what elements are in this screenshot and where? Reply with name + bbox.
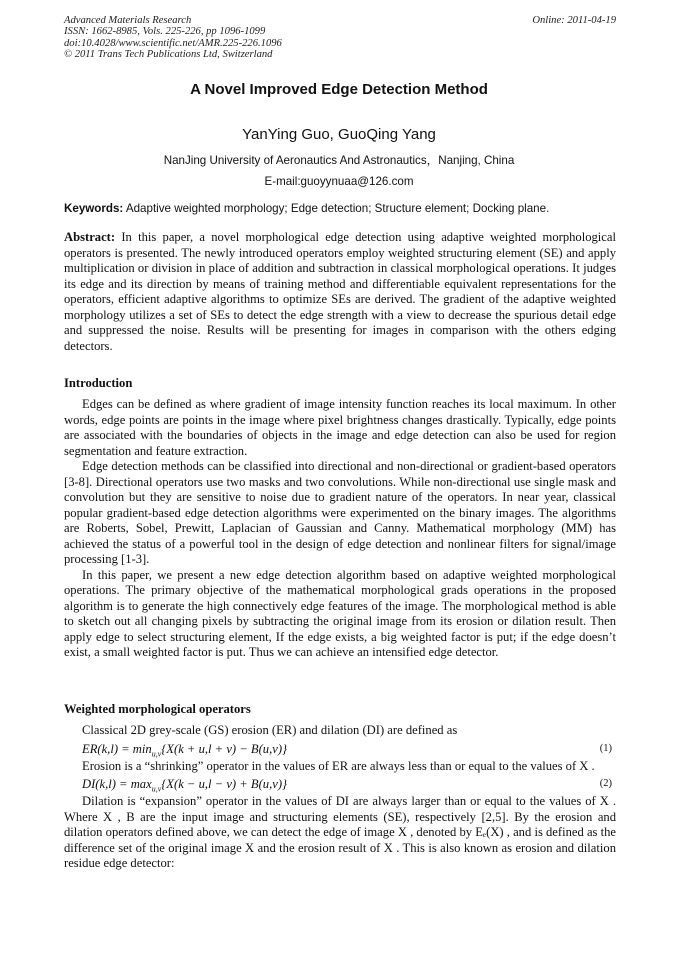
abstract-text: In this paper, a novel morphological edge detection using adaptive weighted morphological operators is presented. The newly introduced operators employ weighted structuring element (SE) and apply multiplication or division in place of addition and subtraction in classical morphological operations. It judges its edge and its direction by means of training method and differentiable equivalent representations for the operators, efficient adaptive algorithms to optimize SEs are derived. The gradient of the adaptive weighted morphology utilizes a set of SEs to detect the edge strength with a view to decrease the spurious detail edge and suppressed the noise. Results will be presenting for images in comparison with the others edging detectors. bbox=[64, 230, 616, 353]
paper-authors: YanYing Guo, GuoQing Yang bbox=[242, 126, 436, 143]
affiliation: NanJing University of Aeronautics And Astronautics，Nanjing, China bbox=[163, 154, 515, 167]
equation-1-sub: u,v bbox=[151, 749, 162, 759]
copyright-line: © 2011 Trans Tech Publications Ltd, Switzerland bbox=[64, 49, 273, 61]
issn-line: ISSN: 1662-8985, Vols. 225-226, pp 1096-1099 bbox=[64, 26, 266, 38]
keywords-text: Adaptive weighted morphology; Edge detection; Structure element; Docking plane. bbox=[123, 202, 550, 215]
equation-2-rhs: {X(k − u,l − v) + B(u,v)} bbox=[161, 777, 288, 791]
equation-2-sub: u,v bbox=[151, 784, 162, 794]
equation-2-lhs: DI(k,l) = max bbox=[82, 777, 152, 791]
introduction-heading: Introduction bbox=[64, 376, 133, 390]
author-email: E-mail:guoyynuaa@126.com bbox=[264, 175, 414, 188]
abstract-label: Abstract: bbox=[64, 230, 116, 244]
journal-name: Advanced Materials Research bbox=[64, 15, 192, 26]
paper-title: A Novel Improved Edge Detection Method bbox=[190, 81, 488, 98]
weighted-paragraph: Dilation is “expansion” operator in the values of DI are always larger than or equal to the values of X . Where X , B are the input image and structuring elements (SE), respectively [2,5]. By the erosion and dilation operators defined above, we can detect the edge of image X , denoted by Eₑ(X) , and is defined as the difference set of the original image X and the erosion result of X . This is also known as erosion and dilation residue edge detector: bbox=[64, 794, 616, 870]
journal-header bbox=[64, 15, 616, 61]
doi-line: doi:10.4028/www.scientific.net/AMR.225-226.1096 bbox=[64, 37, 282, 49]
weighted-paragraph: Erosion is a “shrinking” operator in the values of ER are always less than or equal to the values of X . bbox=[82, 758, 595, 773]
equation-1-lhs: ER(k,l) = min bbox=[82, 741, 152, 756]
equation-1-rhs: {X(k + u,l + v) − B(u,v)} bbox=[161, 741, 288, 756]
intro-paragraph: Edge detection methods can be classified into directional and non-directional or gradient-based operators [3-8]. Directional operators use two masks and two convolutions. While non-directional use single mask and convolution but they are sensitive to noise due to gradient nature of the operators. In near year, classical popular gradient-based edge detection algorithms were experimented on the binary images. The algorithms are Roberts, Sobel, Prewitt, Laplacian of Gaussian and Canny. Mathematical morphology (MM) has achieved the status of a powerful tool in the design of edge detection and nonlinear filters for signal/image processing [1-3]. bbox=[64, 459, 616, 566]
introduction-body bbox=[64, 397, 616, 661]
online-date: Online: 2011-04-19 bbox=[532, 15, 616, 26]
weighted-body bbox=[64, 723, 616, 872]
intro-paragraph: Edges can be defined as where gradient of image intensity function reaches its local maximum. In other words, edge points are points in the image where pixel brightness changes drastically. Typically, edge points are associated with the boundaries of objects in the image and edge detection can also be used for region segmentation and feature extraction. bbox=[64, 397, 616, 458]
keywords-label: Keywords: bbox=[64, 202, 124, 215]
weighted-heading: Weighted morphological operators bbox=[64, 702, 251, 716]
equation-1 bbox=[64, 739, 616, 759]
equation-2-number: (2) bbox=[599, 778, 612, 789]
keywords bbox=[64, 202, 624, 215]
weighted-paragraph: Classical 2D grey-scale (GS) erosion (ER) and dilation (DI) are defined as bbox=[82, 723, 458, 737]
equation-1-number: (1) bbox=[599, 742, 612, 754]
intro-paragraph: In this paper, we present a new edge detection algorithm based on adaptive weighted morphological operations. The primary objective of the mathematical morphological grads operations in the proposed algorithm is to generate the high connectively edge features of the image. The morphological method is able to sketch out all changing pixels by subtracting the original image from its erosion or dilation result. Then apply edge to select structuring element, If the edge exists, a big weighted factor is put; if the edge doesn’t exist, a small weighted factor is put. Thus we can achieve an intensified edge detector. bbox=[64, 567, 616, 659]
equation-2 bbox=[64, 774, 616, 794]
abstract bbox=[64, 230, 616, 354]
